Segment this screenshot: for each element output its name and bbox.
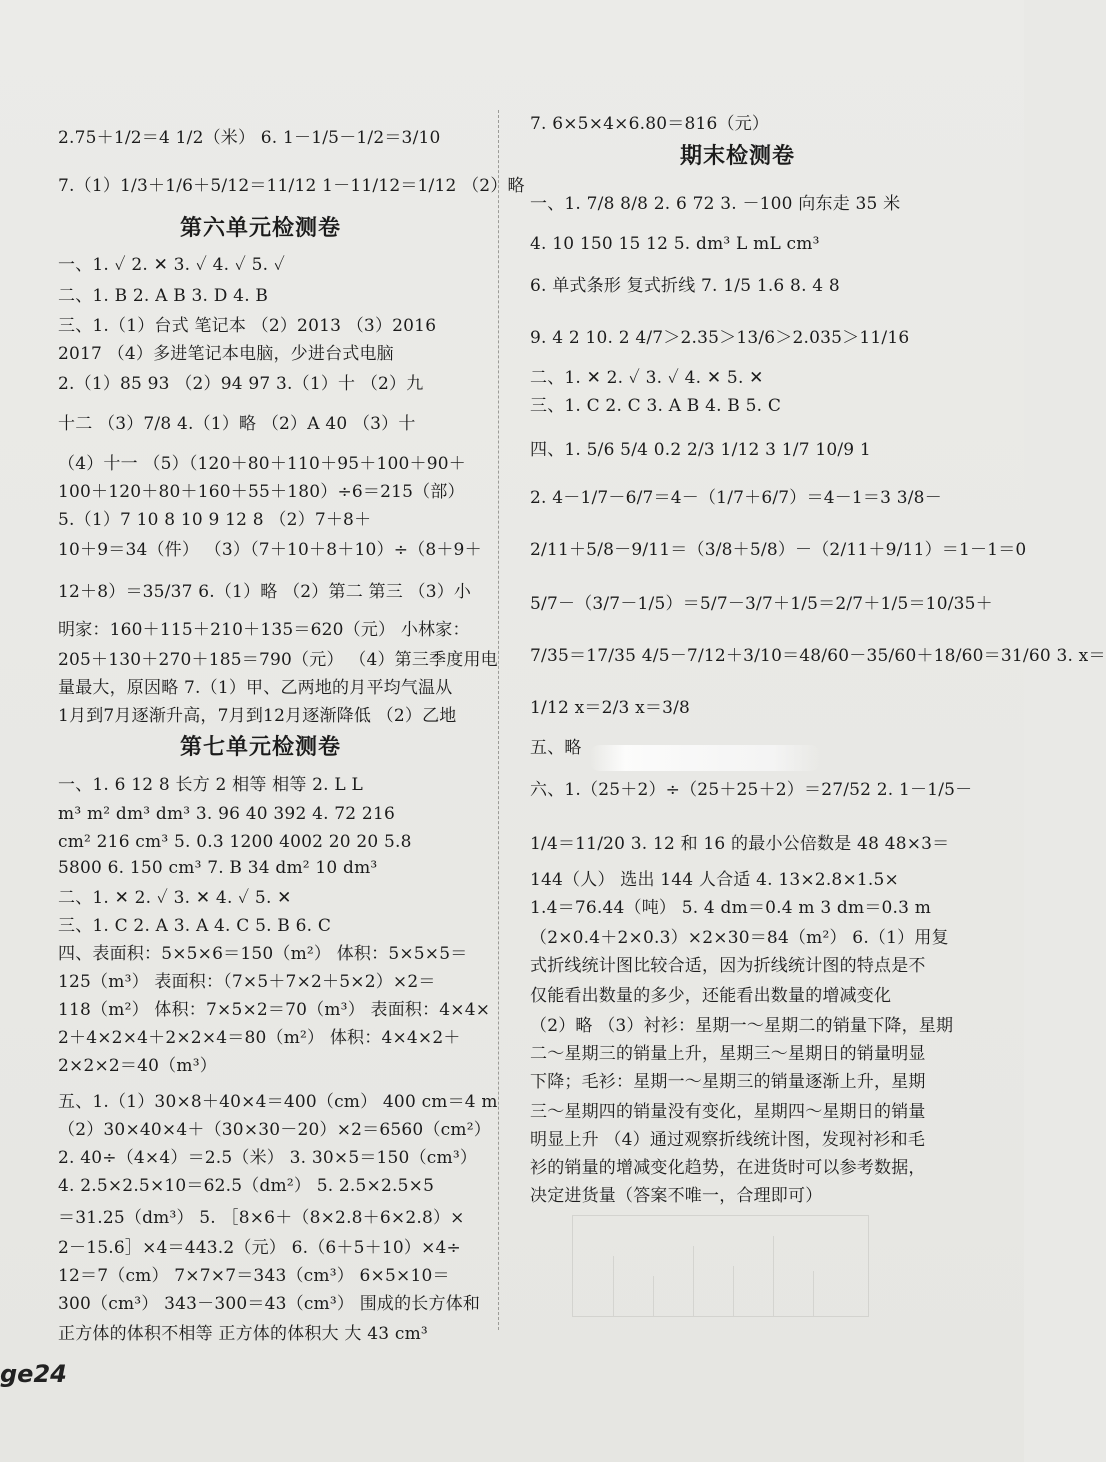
left-line: 2.75＋1/2＝4 1/2（米） 6. 1－1/5－1/2＝3/10 [58,128,441,148]
right-line: 仅能看出数量的多少，还能看出数量的增减变化 [530,986,892,1006]
right-line: 二～星期三的销量上升，星期三～星期日的销量明显 [530,1044,926,1064]
right-line: 二、1. ✕ 2. ✓ 3. ✓ 4. ✕ 5. ✕ [530,368,764,388]
right-line: 4. 10 150 15 12 5. dm³ L mL cm³ [530,234,820,254]
right-line: 一、1. 7/8 8/8 2. 6 72 3. －100 向东走 35 米 [530,194,901,214]
right-line: 六、1.（25＋2）÷（25＋25＋2）＝27/52 2. 1－1/5－ [530,780,973,800]
page-label: ge [0,1360,34,1388]
right-line: 三、1. C 2. C 3. A B 4. B 5. C [530,396,782,416]
left-line: 12＝7（cm） 7×7×7＝343（cm³） 6×5×10＝ [58,1266,450,1286]
right-line: 四、1. 5/6 5/4 0.2 2/3 1/12 3 1/7 10/9 1 [530,440,871,460]
right-line: 式折线统计图比较合适，因为折线统计图的特点是不 [530,956,926,976]
left-line: 300（cm³） 343－300＝43（cm³） 围成的长方体和 [58,1294,481,1314]
left-line: m³ m² dm³ dm³ 3. 96 40 392 4. 72 216 [58,804,395,824]
left-line: 一、1. ✓ 2. ✕ 3. ✓ 4. ✓ 5. ✓ [58,255,286,275]
right-line: 五、略 [530,738,582,758]
right-line: 明显上升 （4）通过观察折线统计图，发现衬衫和毛 [530,1130,926,1150]
left-line: 二、1. ✕ 2. ✓ 3. ✕ 4. ✓ 5. ✕ [58,888,292,908]
right-line: 1/12 x＝2/3 x＝3/8 [530,698,691,718]
left-line: 四、表面积：5×5×6＝150（m²） 体积：5×5×5＝ [58,944,468,964]
left-line: （4）十一 （5）（120＋80＋110＋95＋100＋90＋ [58,454,466,474]
left-line: ＝31.25（dm³） 5. ［8×6＋（8×2.8＋6×2.8）× [58,1208,465,1228]
left-line: 三、1.（1）台式 笔记本 （2）2013 （3）2016 [58,316,437,336]
left-line: 2×2×2＝40（m³） [58,1056,217,1076]
left-line: 十二 （3）7/8 4.（1）略 （2）A 40 （3）十 [58,414,416,434]
left-line: 2－15.6］×4＝443.2（元） 6.（6＋5＋10）×4÷ [58,1238,461,1258]
left-line: 2.（1）85 93 （2）94 97 3.（1）十 （2）九 [58,374,424,394]
left-line: 5.（1）7 10 8 10 9 12 8 （2）7＋8＋ [58,510,372,530]
left-line: 205＋130＋270＋185＝790（元） （4）第三季度用电 [58,650,498,670]
unit6-heading: 第六单元检测卷 [180,216,342,241]
right-line: 下降；毛衫：星期一～星期三的销量逐渐上升，星期 [530,1072,926,1092]
left-line: （2）30×40×4＋（30×30－20）×2＝6560（cm²） [58,1120,491,1140]
left-line: 2. 40÷（4×4）＝2.5（米） 3. 30×5＝150（cm³） [58,1148,478,1168]
left-line: 12＋8）＝35/37 6.（1）略 （2）第二 第三 （3）小 [58,582,472,602]
right-line: 5/7－（3/7－1/5）＝5/7－3/7＋1/5＝2/7＋1/5＝10/35＋ [530,594,993,614]
right-line: 1/4＝11/20 3. 12 和 16 的最小公倍数是 48 48×3＝ [530,834,950,854]
left-line: 10＋9＝34（件） （3）（7＋10＋8＋10）÷（8＋9＋ [58,540,482,560]
right-line: （2）略 （3）衬衫：星期一～星期二的销量下降，星期 [530,1016,954,1036]
left-line: 二、1. B 2. A B 3. D 4. B [58,286,269,306]
left-line: 118（m²） 体积：7×5×2＝70（m³） 表面积：4×4× [58,1000,491,1020]
faint-bleedthrough-chart [572,1215,869,1317]
right-line: 决定进货量（答案不唯一，合理即可） [530,1186,823,1206]
column-divider [498,110,500,1330]
left-line: 三、1. C 2. A 3. A 4. C 5. B 6. C [58,916,332,936]
right-line: 三～星期四的销量没有变化，星期四～星期日的销量 [530,1102,926,1122]
unit7-heading: 第七单元检测卷 [180,735,342,760]
left-line: 正方体的体积不相等 正方体的体积大 大 43 cm³ [58,1324,428,1344]
left-line: 125（m³） 表面积：（7×5＋7×2＋5×2）×2＝ [58,972,436,992]
right-line: 144（人） 选出 144 人合适 4. 13×2.8×1.5× [530,870,899,890]
right-line: 7/35＝17/35 4/5－7/12＋3/10＝48/60－35/60＋18/60＝31/60 3. x＝ [530,646,1106,666]
left-line: 5800 6. 150 cm³ 7. B 34 dm² 10 dm³ [58,858,378,878]
left-line: 7.（1）1/3＋1/6＋5/12＝11/12 1－11/12＝1/12 （2）略 [58,176,525,196]
right-line: 6. 单式条形 复式折线 7. 1/5 1.6 8. 4 8 [530,276,840,296]
page-number: 24 [33,1360,67,1388]
right-line: 2. 4－1/7－6/7＝4－（1/7＋6/7）＝4－1＝3 3/8－ [530,488,942,508]
left-line: 明家：160＋115＋210＋135＝620（元） 小林家： [58,620,470,640]
left-line: 4. 2.5×2.5×10＝62.5（dm²） 5. 2.5×2.5×5 [58,1176,435,1196]
right-line: 衫的销量的增减变化趋势，在进货时可以参考数据， [530,1158,926,1178]
right-line: 7. 6×5×4×6.80＝816（元） [530,114,770,134]
page-footer [0,1360,67,1388]
left-line: 100＋120＋80＋160＋55＋180）÷6＝215（部） [58,482,465,502]
right-line: 1.4＝76.44（吨） 5. 4 dm＝0.4 m 3 dm＝0.3 m [530,898,932,918]
left-line: 五、1.（1）30×8＋40×4＝400（cm） 400 cm＝4 m [58,1092,498,1112]
left-line: 2017 （4）多进笔记本电脑，少进台式电脑 [58,344,394,364]
left-line: 一、1. 6 12 8 长方 2 相等 相等 2. L L [58,775,363,795]
left-line: 量最大，原因略 7.（1）甲、乙两地的月平均气温从 [58,678,453,698]
left-line: 2＋4×2×4＋2×2×4＝80（m²） 体积：4×4×2＋ [58,1028,461,1048]
left-line: cm² 216 cm³ 5. 0.3 1200 4002 20 20 5.8 [58,832,412,852]
right-line: 9. 4 2 10. 2 4/7＞2.35＞13/6＞2.035＞11/16 [530,328,910,348]
right-line: 2/11＋5/8－9/11＝（3/8＋5/8）－（2/11＋9/11）＝1－1＝0 [530,540,1027,560]
final-heading: 期末检测卷 [680,144,796,169]
left-line: 1月到7月逐渐升高，7月到12月逐渐降低 （2）乙地 [58,706,457,726]
scribble-mark [590,745,820,771]
right-line: （2×0.4＋2×0.3）×2×30＝84（m²） 6.（1）用复 [530,928,949,948]
